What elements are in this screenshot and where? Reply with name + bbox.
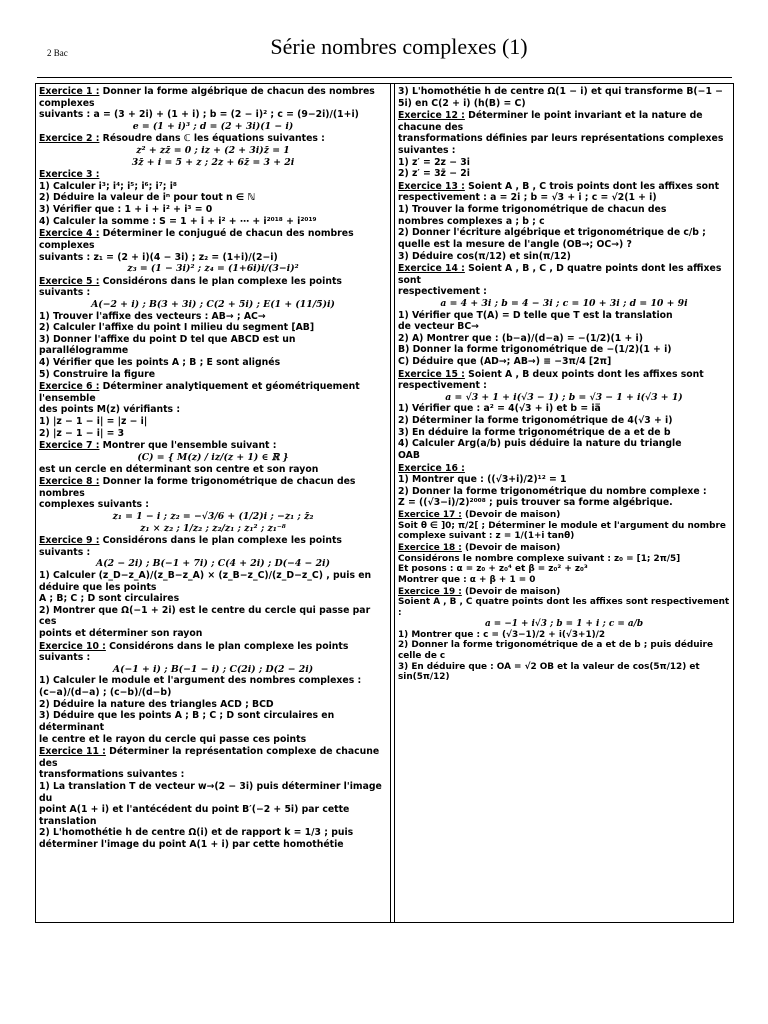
exercise-title: Exercice 18 : [398, 543, 462, 553]
exercise-title: Exercice 15 : [398, 368, 465, 380]
exercise-2: Exercice 2 : Résoudre dans ℂ les équations suivantes : z² + zz̄ = 0 ; iz + (2 + 3i)z̄ = 1 3z̄ + i = 5 + z ; 2z + 6z̄ = 3 + 2i [39, 133, 325, 168]
exercise-1: Exercice 1 : Donner la forme algébrique de chacun des nombres complexes suivants : a = (3 + 2i) + (1 + i) ; b = (2 − i)² ; c = (9−2i)/(1+i) e = (1 + i)³ ; d = (2 + 3i)(1 − i) [39, 86, 375, 132]
header-rule [37, 77, 732, 78]
exercise-16: Exercice 16 : 1) Montrer que : ((√3+i)/2)¹² = 1 2) Donner la forme trigonométrique du nombre complexe : Z = ((√3−i)/2)²⁰⁰⁸ ; puis trouver sa forme algébrique. [398, 463, 730, 509]
exercise-title: Exercice 7 : [39, 440, 100, 452]
exercise-12: Exercice 12 : Déterminer le point invariant et la nature de chacune des transformations définies par leurs représentations complexes suivantes : 1) z′ = 2z − 3i 2) z′ = 3z̄ − 2i [398, 110, 724, 180]
exercise-title: Exercice 12 : [398, 110, 465, 122]
right-column [394, 84, 733, 922]
exercise-18: Exercice 18 : (Devoir de maison) Considérons le nombre complexe suivant : z₀ = [1; 2π/5] Et posons : α = z₀ + z₀⁴ et β = z₀² + z₀³ Montrer que : α + β + 1 = 0 [398, 543, 681, 586]
exercise-4: Exercice 4 : Déterminer le conjugué de chacun des nombres complexes suivants : z₁ = (2 + i)(4 − 3i) ; z₂ = (1+i)/(2−i) z₃ = (1 − 3i)² ; z₄ = (1+6i)i/(3−i)² [39, 228, 354, 275]
exercise-14: Exercice 14 : Soient A , B , C , D quatre points dont les affixes sont respectivement : a = 4 + 3i ; b = 4 − 3i ; c = 10 + 3i ; d = 10 + 9i 1) Vérifier que T(A) = D telle que T est la translation de vecteur BC→ 2) A) Montrer que : (b−a)/(d−a) = −(1/2)(1 + i) B) Donner la forme trigonométrique de −(1/2)(1 + i) C) Déduire que (AD→; AB→) ≡ −3π/4 [2π] [398, 263, 722, 368]
exercise-title: Exercice 19 : [398, 586, 462, 597]
exercise-15: Exercice 15 : Soient A , B deux points dont les affixes sont respectivement : a = √3 + 1 + i(√3 − 1) ; b = √3 − 1 + i(√3 + 1) 1) Vérifier que : a² = 4(√3 + i) et b = ia̅ 2) Déterminer la forme trigonométrique de 4(√3 + i) 3) En déduire la forme trigonométrique de a et de b 4) Calculer Arg(a/b) puis déduire la nature du triangle OAB [398, 368, 704, 461]
exercise-7: Exercice 7 : Montrer que l'ensemble suivant : (C) = { M(z) / iz/(z + 1) ∈ ℝ } est un cercle en déterminant son centre et son rayon [39, 440, 319, 475]
homework-note: (Devoir de maison) [464, 586, 561, 597]
left-column [36, 84, 391, 922]
homework-note: (Devoir de maison) [464, 509, 561, 520]
exercise-title: Exercice 5 : [39, 275, 100, 287]
homework-note: (Devoir de maison) [464, 543, 561, 553]
exercise-title: Exercice 3 : [39, 169, 100, 181]
exercise-11-continued: 3) L'homothétie h de centre Ω(1 − i) et qui transforme B(−1 − 5i) en C(2 + i) (h(B) = C) [398, 86, 723, 109]
exercise-17: Exercice 17 : (Devoir de maison) Soit θ ∈ ]0; π/2[ ; Déterminer le module et l'argument du nombre complexe suivant : z = 1/(1+i tanθ) [398, 509, 726, 542]
exercise-title: Exercice 6 : [39, 381, 100, 393]
exercise-13: Exercice 13 : Soient A , B , C trois points dont les affixes sont respectivement : a = 2i ; b = √3 + i ; c = √2(1 + i) 1) Trouver la forme trigonométrique de chacun des nombres complexes a ; b ; c 2) Donner l'écriture algébrique et trigonométrique de c/b ; quelle est la mesure de l'angle (OB→; OC→) ? 3) Déduire cos(π/12) et sin(π/12) [398, 180, 720, 262]
exercise-10: Exercice 10 : Considérons dans le plan complexe les points suivants : A(−1 + i) ; B(−1 − i) ; C(2i) ; D(2 − 2i) 1) Calculer le module et l'argument des nombres complexes : (c−a)/(d−a) ; (c−b)/(d−b) 2) Déduire la nature des triangles ACD ; BCD 3) Déduire que les points A ; B ; C ; D sont circulaires en déterminant le centre et le rayon du cercle qui passe ces points [39, 640, 362, 745]
exercise-title: Exercice 16 : [398, 462, 465, 474]
exercise-title: Exercice 9 : [39, 535, 100, 547]
exercise-title: Exercice 4 : [39, 228, 100, 240]
exercise-title: Exercice 11 : [39, 746, 106, 758]
exercise-8: Exercice 8 : Donner la forme trigonométrique de chacun des nombres complexes suivants : z₁ = 1 − i ; z₂ = −√3/6 + (1/2)i ; −z₁ ; z̄₂ z₁ × z₂ ; 1/z₂ ; z₂/z₁ ; z₁² ; z₁⁻⁸ [39, 476, 356, 534]
exercise-11: Exercice 11 : Déterminer la représentation complexe de chacune des transformations suivantes : 1) La translation T de vecteur w→(2 − 3i) puis déterminer l'image du point A(1 + i) et l'antécédent du point B′(−2 + 5i) par cette translation 2) L'homothétie h de centre Ω(i) et de rapport k = 1/3 ; puis déterminer l'image du point A(1 + i) par cette homothétie [39, 746, 382, 850]
exercise-5: Exercice 5 : Considérons dans le plan complexe les points suivants : A(−2 + i) ; B(3 + 3i) ; C(2 + 5i) ; E(1 + (11/5)i) 1) Trouver l'affixe des vecteurs : AB→ ; AC→ 2) Calculer l'affixe du point I milieu du segment [AB] 3) Donner l'affixe du point D tel que ABCD est un parallélogramme 4) Vérifier que les points A ; B ; E sont alignés 5) Construire la figure [39, 275, 342, 380]
exercise-title: Exercice 8 : [39, 476, 100, 488]
exercise-title: Exercice 2 : [39, 133, 100, 145]
exercise-3: Exercice 3 : 1) Calculer i³; i⁴; i⁵; i⁶; i⁷; i⁸ 2) Déduire la valeur de iⁿ pour tout n ∈ ℕ 3) Vérifier que : 1 + i + i² + i³ = 0 4) Calculer la somme : S = 1 + i + i² + ⋯ + i²⁰¹⁸ + i²⁰¹⁹ [39, 169, 387, 227]
exercise-title: Exercice 10 : [39, 640, 106, 652]
class-level: 2 Bac [47, 48, 68, 58]
exercise-title: Exercice 1 : [39, 86, 100, 97]
exercise-sheet [35, 83, 734, 923]
exercise-title: Exercice 17 : [398, 509, 462, 520]
exercise-6: Exercice 6 : Déterminer analytiquement et géométriquement l'ensemble des points M(z) vérifiants : 1) |z − 1 − i| = |z − i| 2) |z − 1 − i| = 3 [39, 381, 360, 439]
exercise-9: Exercice 9 : Considérons dans le plan complexe les points suivants : A(2 − 2i) ; B(−1 + 7i) ; C(4 + 2i) ; D(−4 − 2i) 1) Calculer (z_D−z_A)/(z_B−z_A) × (z_B−z_C)/(z_D−z_C) , puis en déduire que les points A ; B; C ; D sont circulaires 2) Montrer que Ω(−1 + 2i) est le centre du cercle qui passe par ces points et déterminer son rayon [39, 535, 372, 640]
exercise-19: Exercice 19 : (Devoir de maison) Soient A , B , C quatre points dont les affixes sont respectivement : a = −1 + i√3 ; b = 1 + i ; c = a/b 1) Montrer que : c = (√3−1)/2 + i(√3+1)/2 2) Donner la forme trigonométrique de a et de b ; puis déduire celle de c 3) En déduire que : OA = √2 OB et la valeur de cos(5π/12) et sin(5π/12) [398, 586, 730, 683]
page-title: Série nombres complexes (1) [270, 34, 528, 59]
exercise-title: Exercice 13 : [398, 180, 465, 192]
exercise-title: Exercice 14 : [398, 263, 465, 275]
